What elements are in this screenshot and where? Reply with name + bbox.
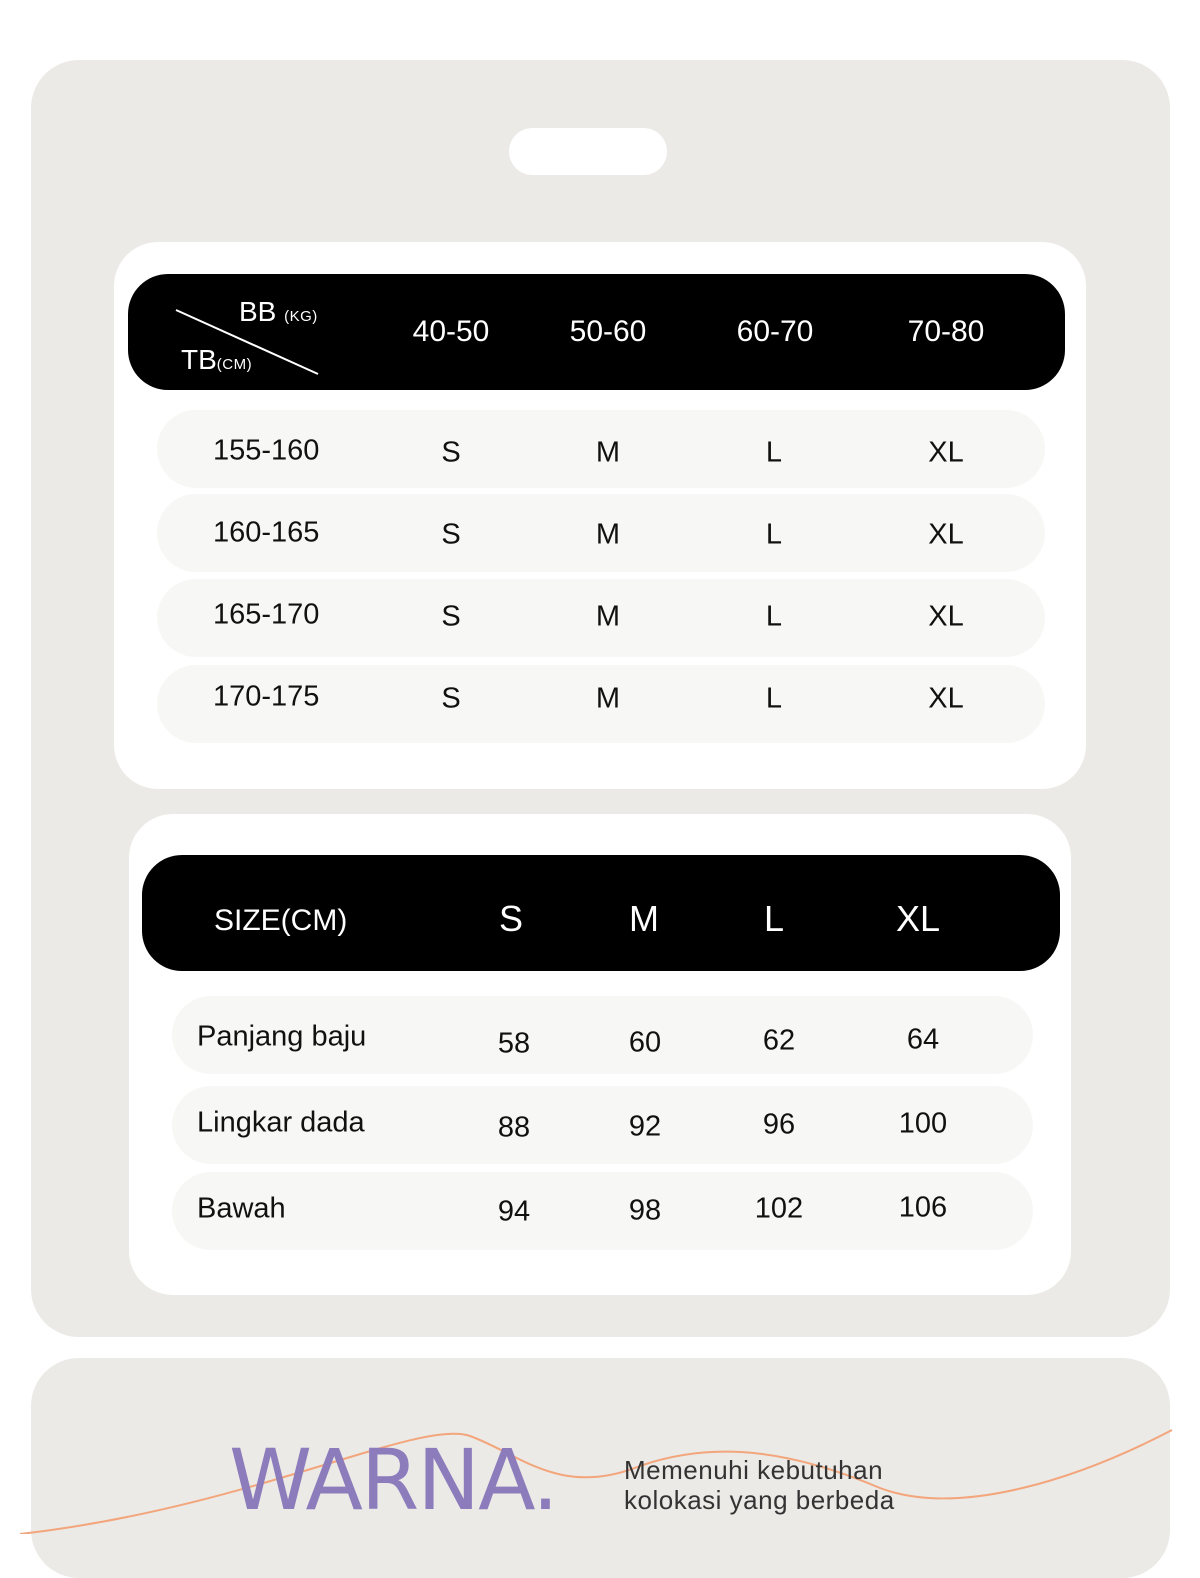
col-header-size: M — [629, 898, 659, 939]
table-row — [157, 494, 1045, 572]
size-cell: L — [765, 436, 783, 469]
measurement-cell: 106 — [898, 1191, 948, 1224]
size-cell: S — [441, 682, 461, 715]
bb-label: BB (KG) — [239, 296, 318, 327]
measurement-label: Panjang baju — [197, 1020, 367, 1053]
size-cell: S — [441, 436, 461, 469]
row-label-height: 170-175 — [213, 680, 320, 713]
row-label-height: 160-165 — [213, 516, 320, 549]
tagline-line: Memenuhi kebutuhan — [624, 1455, 884, 1485]
measurement-label: Bawah — [197, 1192, 286, 1225]
hanger-slot — [509, 128, 667, 175]
col-header-weight: 70-80 — [907, 315, 985, 348]
table-row — [157, 410, 1045, 488]
measurement-cell: 98 — [628, 1194, 662, 1227]
size-cell: M — [595, 518, 621, 551]
col-header-weight: 50-60 — [569, 315, 647, 348]
diagonal-divider-icon — [128, 274, 428, 390]
size-cell: S — [441, 600, 461, 633]
size-cell: M — [595, 682, 621, 715]
size-cell: L — [765, 682, 783, 715]
size-cell: L — [765, 600, 783, 633]
brand-tagline — [624, 1455, 895, 1515]
size-cell: XL — [928, 682, 964, 715]
table-row — [172, 1172, 1033, 1250]
size-cell: XL — [928, 436, 964, 469]
size-cell: S — [441, 518, 461, 551]
table-row — [172, 1086, 1033, 1164]
size-cell: L — [765, 518, 783, 551]
row-label-height: 155-160 — [213, 434, 320, 467]
col-header-size: S — [498, 898, 524, 939]
measurement-cell: 94 — [497, 1195, 531, 1228]
measurement-cell: 62 — [762, 1024, 796, 1057]
col-header-weight: 60-70 — [736, 315, 814, 348]
table-row — [157, 665, 1045, 743]
size-cell: XL — [928, 518, 964, 551]
size-cm-label: SIZE(CM) — [214, 904, 348, 937]
tb-label: TB(CM) — [181, 344, 253, 375]
measurement-cell: 96 — [762, 1108, 796, 1141]
measurement-cell: 64 — [906, 1023, 940, 1056]
size-cell: M — [595, 436, 621, 469]
measurement-cell: 100 — [898, 1107, 948, 1140]
table2-header — [142, 855, 1060, 971]
tagline-line: kolokasi yang berbeda — [624, 1485, 895, 1515]
brand-logo: WARNA. — [229, 1431, 557, 1529]
table1-header — [128, 274, 1065, 390]
measurement-cell: 102 — [754, 1192, 804, 1225]
table-row — [157, 579, 1045, 657]
col-header-size: L — [763, 898, 785, 939]
measurement-cell: 60 — [628, 1026, 662, 1059]
measurement-cell: 58 — [497, 1027, 531, 1060]
size-cell: XL — [928, 600, 964, 633]
col-header-size: XL — [895, 898, 941, 939]
table-row — [172, 996, 1033, 1074]
measurement-label: Lingkar dada — [197, 1106, 365, 1139]
measurement-cell: 88 — [497, 1111, 531, 1144]
accent-curve-icon — [0, 1358, 1200, 1534]
measurement-cell: 92 — [628, 1110, 662, 1143]
col-header-weight: 40-50 — [412, 315, 490, 348]
row-label-height: 165-170 — [213, 598, 320, 631]
size-cell: M — [595, 600, 621, 633]
